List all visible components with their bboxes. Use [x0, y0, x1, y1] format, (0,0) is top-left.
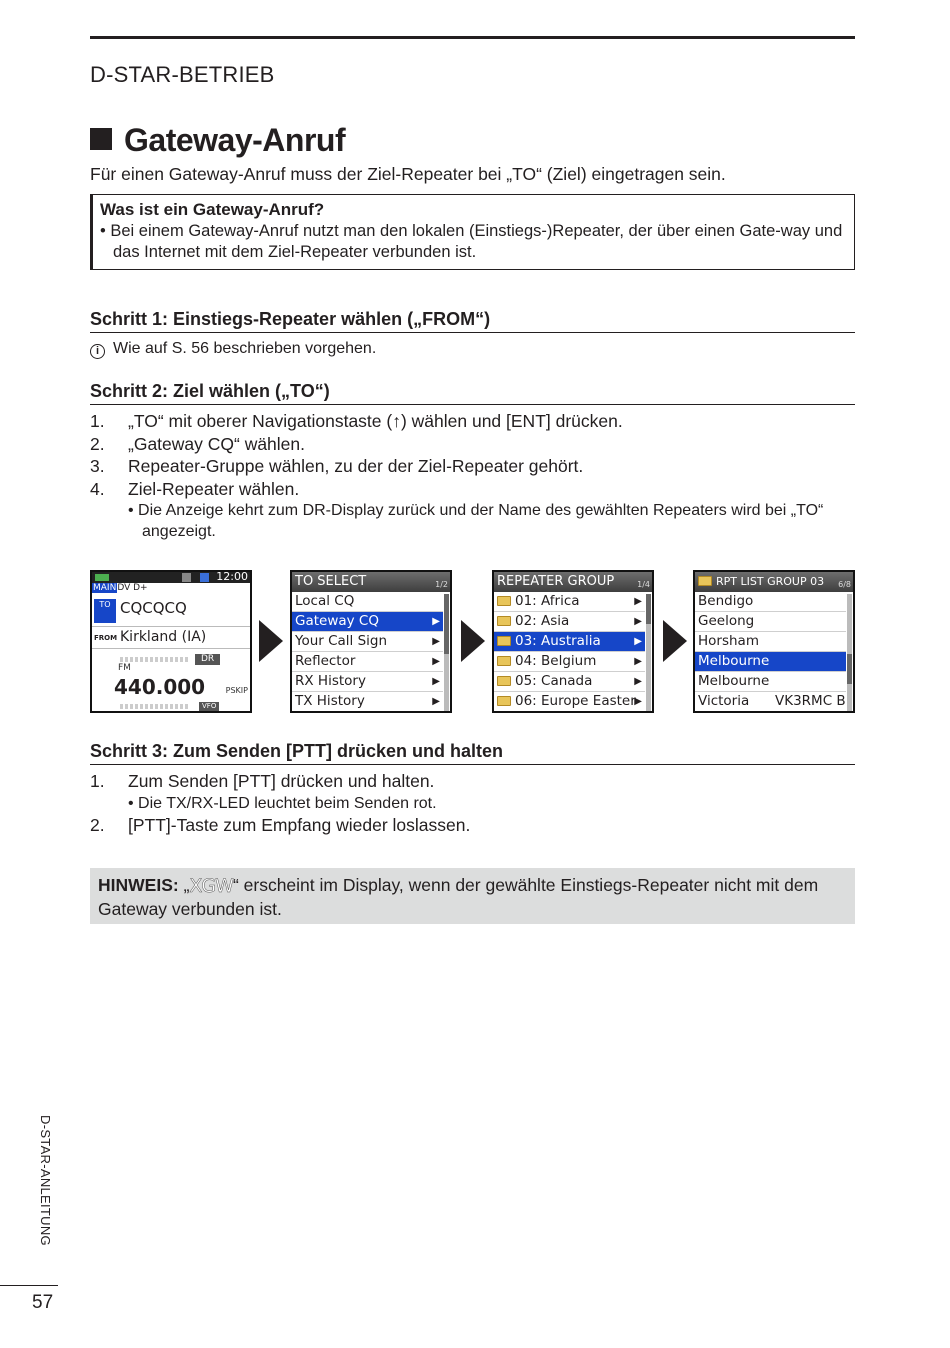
- list-item-number: 3.: [90, 456, 105, 476]
- menu-row: [695, 672, 846, 692]
- note-text: “ erscheint im Display, wenn der gewählte Einstiegs-Repeater nicht mit dem Gateway verbunden ist.: [98, 875, 819, 919]
- page-indicator: 1/4: [637, 580, 650, 589]
- menu-row-label: Victoria VK3RMC B: [698, 693, 846, 709]
- arrow-right-icon: [259, 620, 283, 662]
- dr-tag: DR: [195, 654, 220, 665]
- repeater-group-screen: [492, 570, 654, 713]
- arrow-right-icon: [461, 620, 485, 662]
- scrollbar: [444, 594, 449, 711]
- list-item: [90, 814, 855, 837]
- menu-row-label: Bendigo: [698, 593, 754, 609]
- to-badge: TO: [94, 599, 116, 623]
- menu-row-label: Melbourne: [698, 673, 770, 689]
- step1-note-text: Wie auf S. 56 beschrieben vorgehen.: [113, 340, 377, 357]
- list-sub-item: • Die TX/RX-LED leuchtet beim Senden rot.: [128, 794, 437, 812]
- menu-row-label: 06: Europe Easter: [515, 693, 636, 709]
- chevron-right-icon: ▶: [634, 676, 642, 687]
- info-box-text: • Bei einem Gateway-Anruf nutzt man den lokalen (Einstiegs-)Repeater, der über einen Gate-way und das Internet mit dem Ziel-Repeater verbunden ist.: [100, 222, 843, 261]
- step1-note: [90, 340, 376, 359]
- to-value: CQCQCQ: [120, 599, 187, 617]
- dr-display-screen: [90, 570, 252, 713]
- menu-row: [695, 612, 846, 632]
- chevron-right-icon: ▶: [634, 636, 642, 647]
- chevron-right-icon: ▶: [432, 696, 440, 707]
- list-item-number: 1.: [90, 771, 105, 791]
- menu-row-label: Your Call Sign: [295, 633, 388, 649]
- menu-row: [494, 592, 645, 612]
- from-label: FROM: [94, 634, 118, 642]
- list-item: [90, 455, 855, 478]
- list-item: [90, 478, 855, 543]
- list-item-text: Zum Senden [PTT] drücken und halten.: [128, 771, 435, 791]
- menu-row: [292, 612, 443, 632]
- list-item-text: [PTT]-Taste zum Empfang wieder loslassen.: [128, 814, 471, 835]
- vfo-tag: VFO: [199, 702, 219, 711]
- divider: [92, 626, 250, 627]
- folder-icon: [497, 596, 511, 606]
- scrollbar-thumb: [444, 594, 449, 654]
- chevron-right-icon: ▶: [432, 636, 440, 647]
- menu-row-label: Reflector: [295, 653, 356, 669]
- screen-header: [695, 572, 853, 592]
- page-indicator: 1/2: [435, 580, 448, 589]
- signal-meter: [120, 657, 190, 662]
- list-item-text: Ziel-Repeater wählen.: [128, 478, 300, 499]
- status-bar: [92, 572, 250, 583]
- clock: 12:00: [216, 570, 248, 583]
- note-label: HINWEIS:: [98, 875, 179, 895]
- note-quote: „: [178, 875, 190, 895]
- power-meter: [120, 704, 190, 709]
- menu-row-label: Horsham: [698, 633, 759, 649]
- menu-row: [292, 652, 443, 672]
- list-item: [90, 410, 855, 433]
- menu-row: [695, 692, 846, 712]
- chevron-right-icon: ▶: [432, 676, 440, 687]
- menu-row: [695, 592, 846, 612]
- page-title-text: Gateway-Anruf: [124, 122, 346, 158]
- menu-row: [292, 692, 443, 712]
- folder-icon: [698, 576, 712, 586]
- step1-title: Schritt 1: Einstiegs-Repeater wählen („FROM“): [90, 309, 855, 333]
- menu-row-label: TX History: [295, 693, 365, 709]
- info-box-title: Was ist ein Gateway-Anruf?: [100, 200, 325, 219]
- chevron-right-icon: ▶: [634, 656, 642, 667]
- mode-text: DV D+: [117, 583, 148, 593]
- menu-row: [494, 652, 645, 672]
- info-box: [90, 194, 855, 270]
- list-item: [90, 433, 855, 456]
- menu-row-label: 02: Asia: [515, 613, 570, 629]
- info-icon: i: [90, 344, 105, 359]
- list-item-number: 1.: [90, 411, 105, 431]
- menu-row: [695, 652, 846, 672]
- list-item-text: Repeater-Gruppe wählen, zu der der Ziel-Repeater gehört.: [128, 456, 584, 476]
- scrollbar: [847, 594, 852, 711]
- screen-header-title: TO SELECT: [295, 574, 367, 589]
- divider: [92, 648, 250, 649]
- screen-header: [292, 572, 450, 592]
- menu-row-label: RX History: [295, 673, 366, 689]
- page-number: 57: [32, 1292, 54, 1313]
- intro-text: Für einen Gateway-Anruf muss der Ziel-Repeater bei „TO“ (Ziel) eingetragen sein.: [90, 164, 726, 184]
- menu-row-label: 05: Canada: [515, 673, 593, 689]
- scrollbar-thumb: [646, 594, 651, 624]
- main-badge: MAIN: [93, 583, 117, 593]
- menu-row-label: 04: Belgium: [515, 653, 597, 669]
- to-select-screen: [290, 570, 452, 713]
- screen-header-title: RPT LIST GROUP 03: [716, 575, 825, 588]
- chevron-right-icon: ▶: [634, 616, 642, 627]
- folder-icon: [497, 696, 511, 706]
- step2-list: [90, 410, 855, 542]
- list-item-text: „Gateway CQ“ wählen.: [128, 433, 306, 454]
- mode-indicator: [92, 583, 148, 593]
- menu-row: [695, 632, 846, 652]
- bluetooth-icon: [200, 573, 209, 582]
- section-heading: D-STAR-BETRIEB: [90, 62, 275, 87]
- step3-title: Schritt 3: Zum Senden [PTT] drücken und halten: [90, 741, 855, 765]
- scrollbar-thumb: [847, 654, 852, 684]
- folder-icon: [497, 636, 511, 646]
- step2-title: Schritt 2: Ziel wählen („TO“): [90, 381, 855, 405]
- chevron-right-icon: ▶: [432, 656, 440, 667]
- rpt-list-screen: [693, 570, 855, 713]
- note-box: [90, 868, 855, 924]
- menu-row: [494, 612, 645, 632]
- menu-row-label: Local CQ: [295, 593, 355, 609]
- page-indicator: 6/8: [838, 580, 851, 589]
- menu-row: [292, 632, 443, 652]
- menu-row: [494, 692, 645, 712]
- pskip-label: PSKIP: [225, 686, 248, 695]
- menu-row-label: 01: Africa: [515, 593, 580, 609]
- page-title: [90, 122, 345, 159]
- screen-header-title: REPEATER GROUP: [497, 574, 615, 589]
- battery-icon: [95, 574, 109, 581]
- footer-rule: [0, 1285, 58, 1286]
- xgw-symbol-icon: XGW: [189, 875, 233, 897]
- from-value: Kirkland (IA): [120, 629, 207, 645]
- list-item-number: 2.: [90, 433, 105, 454]
- gps-icon: [182, 573, 191, 582]
- menu-row: [292, 672, 443, 692]
- arrow-right-icon: [663, 620, 687, 662]
- fm-label: FM: [118, 663, 131, 673]
- screen-header: [494, 572, 652, 592]
- list-item-number: 4.: [90, 478, 105, 499]
- folder-icon: [497, 676, 511, 686]
- side-label-text: D-STAR-ANLEITUNG: [38, 1115, 53, 1246]
- menu-row-label: Melbourne: [698, 653, 770, 669]
- menu-row: [494, 672, 645, 692]
- square-bullet-icon: [90, 128, 112, 150]
- folder-icon: [497, 656, 511, 666]
- list-item: [90, 770, 855, 814]
- menu-row-label: Geelong: [698, 613, 755, 629]
- list-item-text: „TO“ mit oberer Navigationstaste (↑) wählen und [ENT] drücken.: [128, 411, 623, 431]
- frequency: 440.000: [114, 675, 206, 699]
- folder-icon: [497, 616, 511, 626]
- chevron-right-icon: ▶: [634, 596, 642, 607]
- menu-row: [494, 632, 645, 652]
- side-label: [30, 1115, 60, 1265]
- step3-list: [90, 770, 855, 836]
- chevron-right-icon: ▶: [634, 696, 642, 707]
- chevron-right-icon: ▶: [432, 616, 440, 627]
- menu-row-label: Gateway CQ: [295, 613, 379, 629]
- list-item-number: 2.: [90, 814, 105, 835]
- scrollbar: [646, 594, 651, 711]
- menu-row-label: 03: Australia: [515, 633, 601, 649]
- menu-row: [292, 592, 443, 612]
- list-sub-item: • Die Anzeige kehrt zum DR-Display zurück und der Name des gewählten Repeaters wird bei „TO“ angezeigt.: [128, 502, 824, 540]
- top-rule: [90, 36, 855, 39]
